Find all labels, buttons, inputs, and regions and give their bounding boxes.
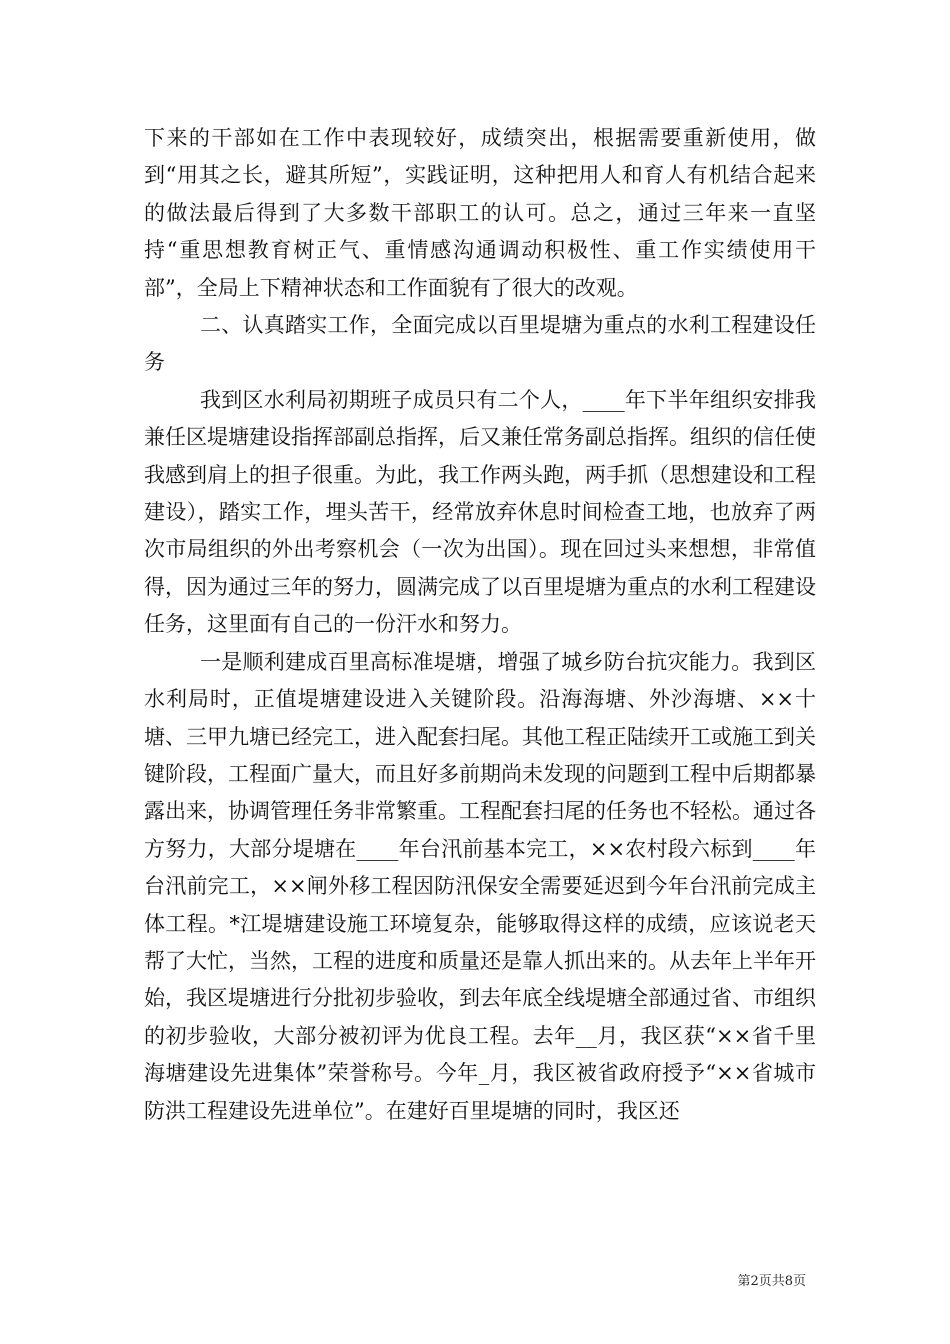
- body-text: [144, 120, 816, 1130]
- page-number: 第2页共8页: [737, 1274, 806, 1289]
- paragraph-1: 下来的干部如在工作中表现较好，成绩突出，根据需要重新使用，做到“用其之长，避其所短”，实践证明，这种把用人和育人有机结合起来的做法最后得到了大多数干部职工的认可。总之，通过三年来一直坚持“重思想教育树正气、重情感沟通调动积极性、重工作实绩使用干部”，全局上下精神状态和工作面貌有了很大的改观。: [144, 126, 816, 300]
- paragraph-3: 我到区水利局初期班子成员只有二个人，____年下半年组织安排我兼任区堤塘建设指挥部副总指挥，后又兼任常务副总指挥。组织的信任使我感到肩上的担子很重。为此，我工作两头跑，两手抓（思想建设和工程建设），踏实工作，埋头苦干，经常放弃休息时间检查工地，也放弃了两次市局组织的外出考察机会（一次为出国）。现在回过头来想想，非常值得，因为通过三年的努力，圆满完成了以百里堤塘为重点的水利工程建设任务，这里面有自己的一份汗水和努力。: [144, 387, 816, 637]
- paragraph-4: 一是顺利建成百里高标准堤塘，增强了城乡防台抗灾能力。我到区水利局时，正值堤塘建设进入关键阶段。沿海海塘、外沙海塘、××十塘、三甲九塘已经完工，进入配套扫尾。其他工程正陆续开工或施工到关键阶段，工程面广量大，而且好多前期尚未发现的问题到工程中后期都暴露出来，协调管理任务非常繁重。工程配套扫尾的任务也不轻松。通过各方努力，大部分堤塘在____年台汛前基本完工，××农村段六标到____年台汛前完工，××闸外移工程因防汛保安全需要延迟到今年台汛前完成主体工程。*江堤塘建设施工环境复杂，能够取得这样的成绩，应该说老天帮了大忙，当然，工程的进度和质量还是靠人抓出来的。从去年上半年开始，我区堤塘进行分批初步验收，到去年底全线堤塘全部通过省、市组织的初步验收，大部分被初评为优良工程。去年__月，我区获“××省千里海塘建设先进集体”荣誉称号。今年_月，我区被省政府授予“××省城市防洪工程建设先进单位”。在建好百里堤塘的同时，我区还: [144, 649, 816, 1123]
- section-heading: 二、认真踏实工作，全面完成以百里堤塘为重点的水利工程建设任务: [144, 313, 816, 375]
